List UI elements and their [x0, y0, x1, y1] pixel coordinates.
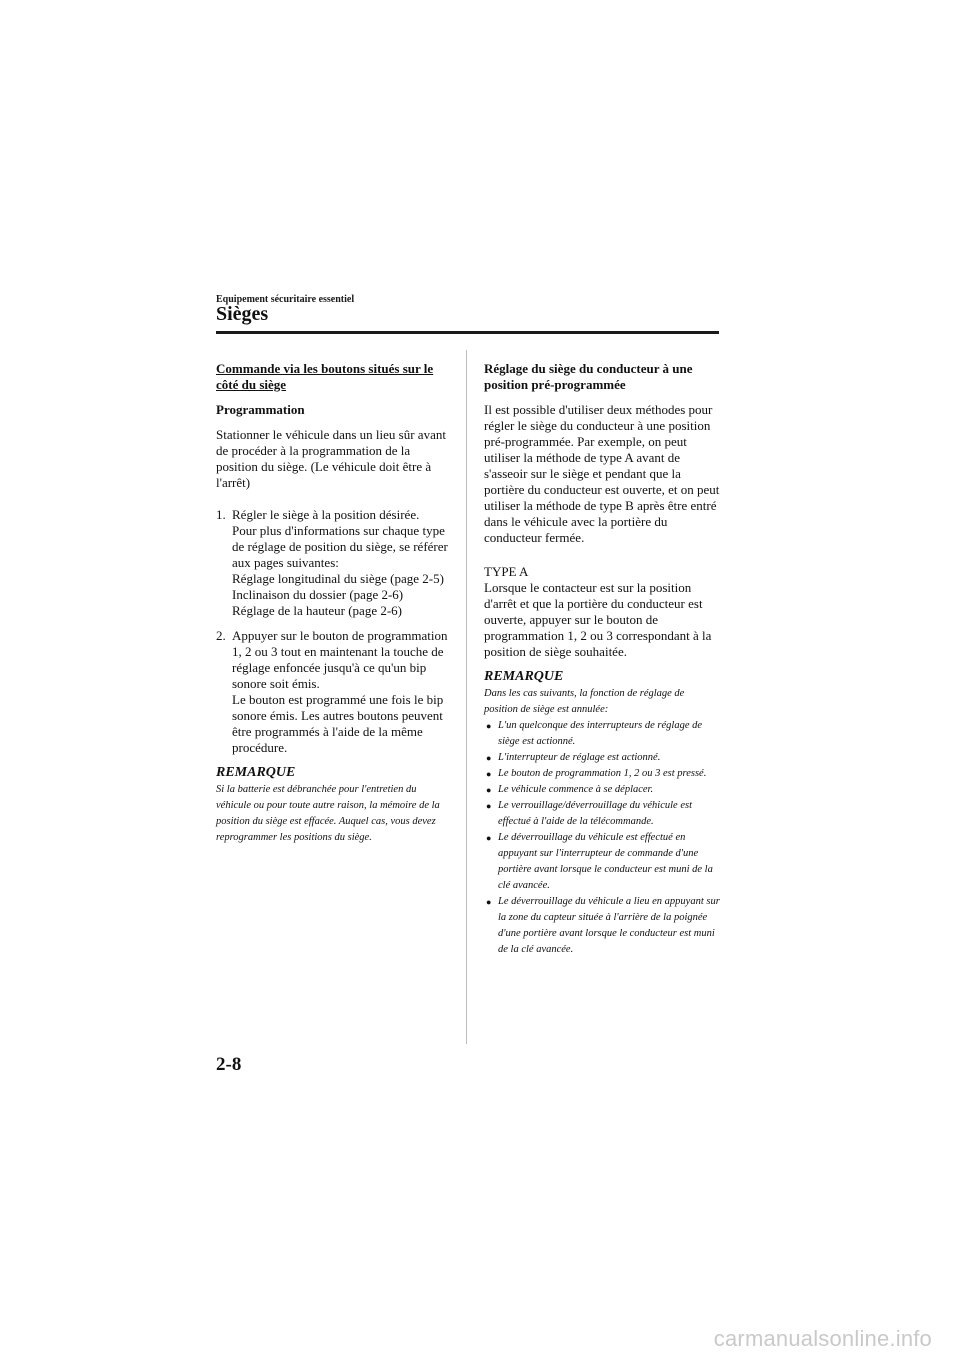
list-item-text: L'interrupteur de réglage est actionné.: [498, 752, 661, 763]
header-rule: [216, 331, 719, 334]
list-item: [484, 798, 720, 830]
list-item-text: Le déverrouillage du véhicule a lieu en appuyant sur la zone du capteur située à l'arrière de la poignée d'une portière avant lorsque le conducteur est muni de la clé avancée.: [498, 896, 720, 955]
step-number: 2.: [216, 628, 226, 643]
step-line: Pour plus d'informations sur chaque type de réglage de position du siège, se référer aux pages suivantes:: [232, 523, 448, 570]
programming-subheading: Programmation: [216, 402, 305, 417]
left-remark-title: REMARQUE: [216, 765, 296, 780]
right-column: [484, 361, 720, 958]
column-divider: [466, 350, 467, 1044]
step-number: 1.: [216, 507, 226, 522]
bullet-icon: ●: [486, 801, 492, 811]
step-body: [232, 507, 452, 619]
list-item: [484, 766, 720, 782]
step-2: [216, 628, 452, 756]
step-body: [232, 628, 452, 756]
programming-intro: Stationner le véhicule dans un lieu sûr avant de procéder à la programmation de la position du siège. (Le véhicule doit être à l'arrêt): [216, 427, 446, 490]
bullet-icon: ●: [486, 785, 492, 795]
step-line: Réglage longitudinal du siège (page 2-5): [232, 571, 444, 586]
list-item-text: Le déverrouillage du véhicule est effectué en appuyant sur l'interrupteur de commande d'une portière avant lorsque le conducteur est muni de la clé avancée.: [498, 832, 713, 891]
right-heading: Réglage du siège du conducteur à une position pré-programmée: [484, 361, 693, 392]
left-column: [216, 361, 452, 846]
bullet-icon: ●: [486, 833, 492, 843]
bullet-icon: ●: [486, 769, 492, 779]
page-number: 2-8: [216, 1054, 242, 1075]
list-item: [484, 782, 720, 798]
step-line: Appuyer sur le bouton de programmation 1, 2 ou 3 tout en maintenant la touche de réglage enfoncée jusqu'à ce qu'un bip sonore soit émis.: [232, 628, 448, 691]
list-item-text: Le bouton de programmation 1, 2 ou 3 est pressé.: [498, 768, 707, 779]
step-1: [216, 507, 452, 619]
step-line: Inclinaison du dossier (page 2-6): [232, 587, 404, 602]
step-line: Réglage de la hauteur (page 2-6): [232, 603, 403, 618]
list-item-text: Le véhicule commence à se déplacer.: [498, 784, 654, 795]
list-item-text: L'un quelconque des interrupteurs de réglage de siège est actionné.: [498, 720, 703, 747]
list-item-text: Le verrouillage/déverrouillage du véhicule est effectué à l'aide de la télécommande.: [498, 800, 692, 827]
list-item: [484, 894, 720, 958]
section-label: Equipement sécuritaire essentiel: [216, 294, 355, 305]
left-remark-text: Si la batterie est débranchée pour l'entretien du véhicule ou pour toute autre raison, la mémoire de la position du siège est effacée. Auquel cas, vous devez reprogrammer les positions du siège.: [216, 784, 440, 843]
left-heading: Commande via les boutons situés sur le côté du siège: [216, 361, 434, 392]
list-item: [484, 830, 720, 894]
type-a-text: Lorsque le contacteur est sur la position d'arrêt et que la portière du conducteur est ouverte, appuyer sur le bouton de programmation 1, 2 ou 3 correspondant à la position de siège souhaitée.: [484, 580, 712, 659]
step-line: Régler le siège à la position désirée.: [232, 507, 420, 522]
cancel-conditions-list: [484, 718, 720, 958]
list-item: [484, 718, 720, 750]
right-remark-title: REMARQUE: [484, 669, 564, 684]
bullet-icon: ●: [486, 897, 492, 907]
list-item: [484, 750, 720, 766]
bullet-icon: ●: [486, 721, 492, 731]
page-title: Sièges: [216, 303, 269, 325]
right-intro: Il est possible d'utiliser deux méthodes pour régler le siège du conducteur à une position pré-programmée. Par exemple, on peut utiliser la méthode de type A avant de s'asseoir sur le siège et pendant que la portière du conducteur est ouverte, et on peut utiliser la méthode de type B après être entré dans le véhicule avec la portière du conducteur fermée.: [484, 402, 720, 545]
step-line: Le bouton est programmé une fois le bip sonore émis. Les autres boutons peuvent être programmés à l'aide de la même procédure.: [232, 692, 444, 755]
watermark: carmanualsonline.info: [713, 1326, 932, 1351]
right-remark-intro: Dans les cas suivants, la fonction de réglage de position de siège est annulée:: [484, 688, 685, 715]
bullet-icon: ●: [486, 753, 492, 763]
type-a-title: TYPE A: [484, 564, 529, 579]
